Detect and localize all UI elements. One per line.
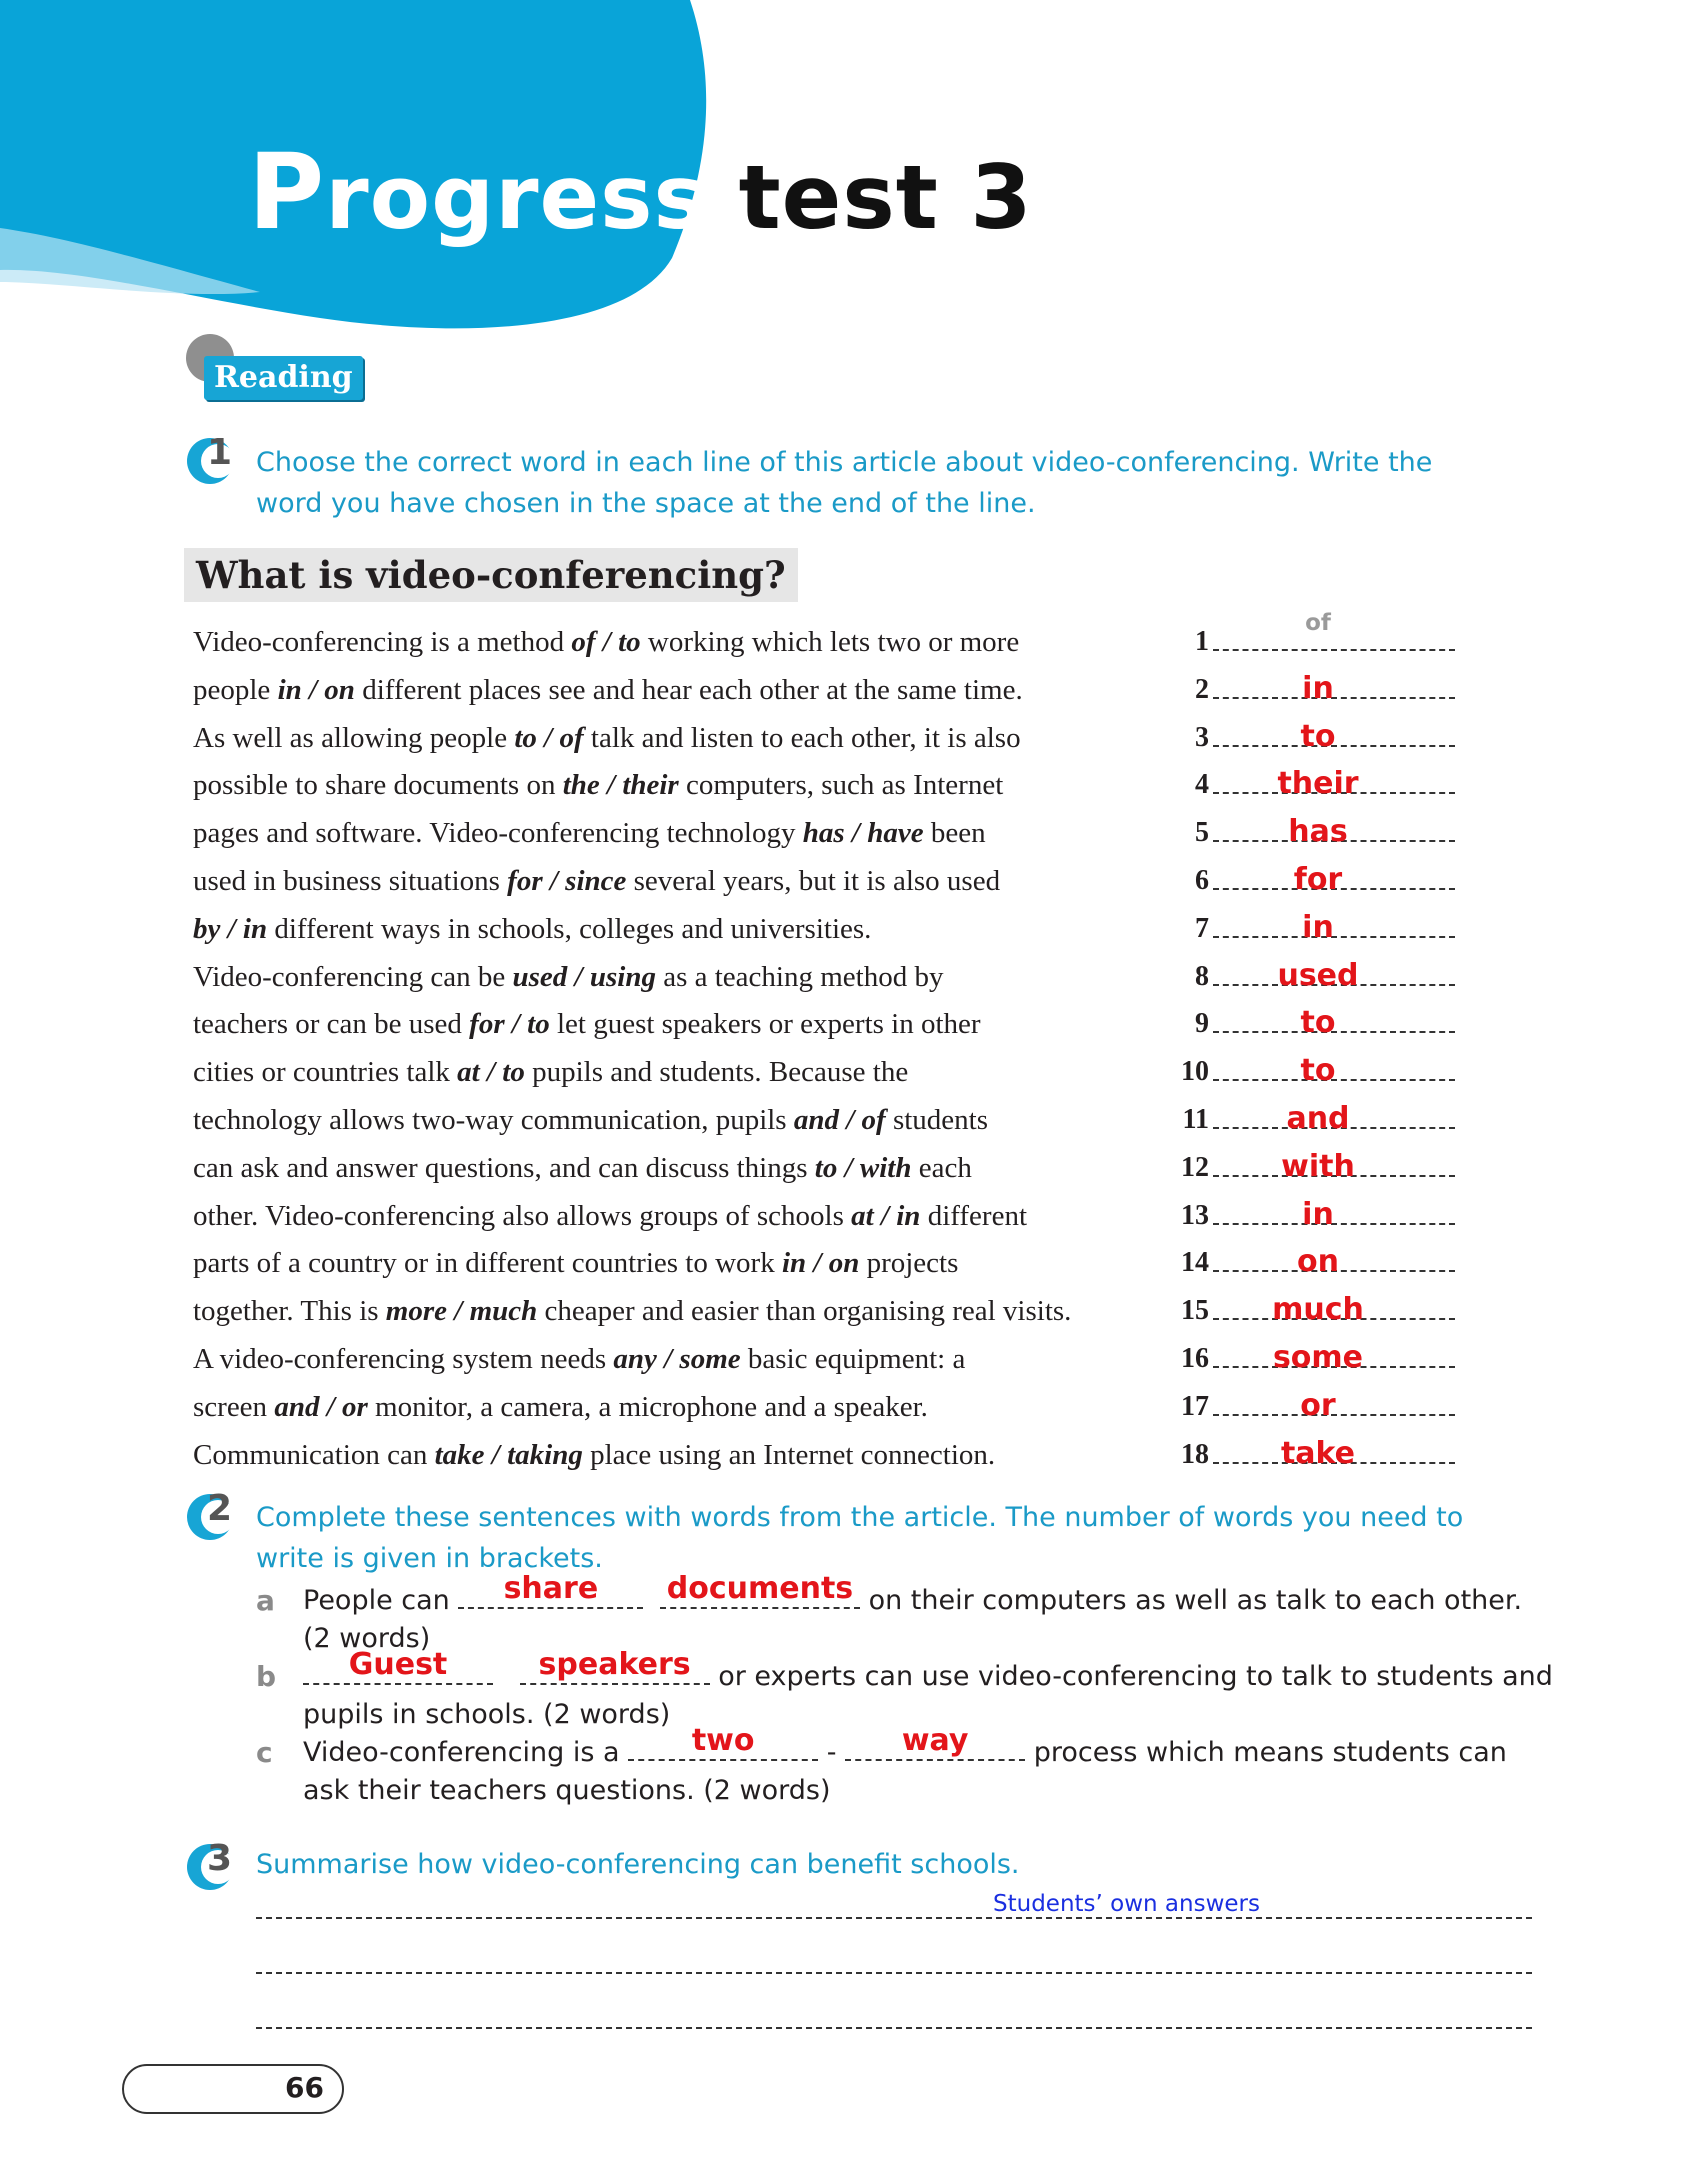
title-second-part: test 3 xyxy=(738,146,1033,249)
line-text-after: let guest speakers or experts in other xyxy=(549,1008,981,1041)
item-c-sentence xyxy=(303,1723,1507,1810)
article-line xyxy=(193,1287,1473,1335)
line-text-after: as a teaching method by xyxy=(655,960,944,993)
article-line xyxy=(193,809,1473,857)
line-number: 17 xyxy=(1181,1390,1209,1422)
line-number: 12 xyxy=(1181,1151,1209,1183)
page-title xyxy=(248,131,1033,253)
article-title: What is video-conferencing? xyxy=(184,548,798,602)
answer-text: for xyxy=(1293,861,1343,897)
exercise-1-number: 1 xyxy=(207,432,233,473)
item-a-blank-2[interactable] xyxy=(660,1571,860,1609)
line-text-after: cheaper and easier than organising real visits. xyxy=(537,1295,1072,1328)
line-text-after: place using an Internet connection. xyxy=(582,1438,996,1471)
article-line xyxy=(193,1000,1473,1048)
line-text-before: other. Video-conferencing also allows groups of schools xyxy=(193,1199,852,1232)
article-line xyxy=(193,761,1473,809)
item-c-start: Video-conferencing is a xyxy=(303,1737,620,1768)
line-text-before: used in business situations xyxy=(193,864,508,897)
line-number: 18 xyxy=(1181,1438,1209,1470)
item-a-blank-1[interactable] xyxy=(458,1571,643,1609)
line-text-after: been xyxy=(923,817,986,850)
article-line xyxy=(193,1096,1473,1144)
writing-line-3[interactable] xyxy=(256,2027,1532,2029)
word-choice[interactable]: in / on xyxy=(277,673,355,706)
word-choice[interactable]: for / since xyxy=(507,864,627,897)
item-a-end: on their computers as well as talk to each other. xyxy=(868,1585,1523,1616)
article-line-text xyxy=(193,761,1003,809)
item-a-sentence xyxy=(303,1571,1523,1658)
article-line xyxy=(193,857,1473,905)
line-text-after: monitor, a camera, a microphone and a speaker. xyxy=(367,1390,928,1423)
article-line-text xyxy=(193,618,1019,666)
exercise-1-instruction-line2: word you have chosen in the space at the end of the line. xyxy=(256,488,1036,519)
line-text-after: different places see and hear each other at the same time. xyxy=(354,673,1023,706)
item-c-letter: c xyxy=(256,1736,273,1769)
article-line-text xyxy=(193,1383,928,1431)
answer-text: in xyxy=(1302,1196,1334,1232)
line-text-after: students xyxy=(885,1103,988,1136)
line-text-after: pupils and students. Because the xyxy=(524,1056,909,1089)
exercise-3-instruction: Summarise how video-conferencing can benefit schools. xyxy=(256,1849,1020,1880)
item-c-separator: - xyxy=(826,1737,837,1768)
article-line xyxy=(193,1192,1473,1240)
exercise-1-instruction xyxy=(256,442,1432,524)
exercise-2-instruction-line1: Complete these sentences with words from the article. The number of words you need to xyxy=(256,1502,1464,1533)
article-line-text xyxy=(193,1000,981,1048)
article-line xyxy=(193,1239,1473,1287)
answer-text: take xyxy=(1280,1435,1356,1471)
word-choice[interactable]: take / taking xyxy=(434,1438,583,1471)
exercise-2-instruction xyxy=(256,1497,1463,1579)
line-text-before: Video-conferencing is a method xyxy=(193,626,572,658)
item-c-line2: ask their teachers questions. (2 words) xyxy=(303,1775,831,1806)
exercise-3-answer: Students’ own answers xyxy=(993,1891,1260,1917)
exercise-3-number: 3 xyxy=(207,1838,233,1879)
word-choice[interactable]: more / much xyxy=(385,1295,538,1328)
exercise-2-marker xyxy=(187,1488,233,1540)
line-number: 10 xyxy=(1181,1056,1209,1088)
line-text-after: working which lets two or more xyxy=(640,626,1020,658)
word-choice[interactable]: of / to xyxy=(571,626,641,658)
line-text-before: A video-conferencing system needs xyxy=(193,1342,614,1375)
line-text-before: screen xyxy=(193,1390,275,1423)
item-b-line2: pupils in schools. (2 words) xyxy=(303,1699,671,1730)
item-c-answer-1: two xyxy=(691,1723,755,1758)
item-b-blank-2[interactable] xyxy=(520,1647,710,1685)
line-text-before: pages and software. Video-conferencing technology xyxy=(193,817,803,850)
line-number: 14 xyxy=(1181,1247,1209,1279)
line-text-before: cities or countries talk xyxy=(193,1056,458,1089)
line-text-after: several years, but it is also used xyxy=(626,864,1001,897)
line-text-after: different ways in schools, colleges and universities. xyxy=(267,912,872,945)
exercise-1-marker xyxy=(187,432,233,484)
line-text-before: together. This is xyxy=(193,1295,386,1328)
line-number: 11 xyxy=(1182,1103,1209,1135)
word-choice[interactable]: and / of xyxy=(793,1103,886,1136)
word-choice[interactable]: for / to xyxy=(469,1008,550,1041)
item-a-start: People can xyxy=(303,1585,450,1616)
article-line xyxy=(193,953,1473,1001)
section-badge xyxy=(186,334,376,408)
article-line xyxy=(193,610,1473,666)
article-line-text xyxy=(193,809,986,857)
line-number: 9 xyxy=(1195,1008,1209,1040)
article-line-text xyxy=(193,1048,908,1096)
article-line xyxy=(193,1335,1473,1383)
article-line-text xyxy=(193,1144,972,1192)
word-choice[interactable]: at / in xyxy=(851,1199,921,1232)
answer-text: some xyxy=(1272,1339,1364,1375)
article-line xyxy=(193,905,1473,953)
answer-text: on xyxy=(1297,1244,1339,1280)
line-text-before: As well as allowing people xyxy=(193,721,515,754)
answer-text: with xyxy=(1281,1148,1355,1184)
item-a-answer-1: share xyxy=(503,1571,599,1606)
article-lines xyxy=(193,610,1473,1478)
line-text-before: possible to share documents on xyxy=(193,769,563,802)
article-line xyxy=(193,1144,1473,1192)
item-a-answer-2: documents xyxy=(666,1571,854,1606)
article-line-text xyxy=(193,1096,988,1144)
line-number: 2 xyxy=(1195,673,1209,705)
line-number: 3 xyxy=(1195,721,1209,753)
writing-line-2[interactable] xyxy=(256,1972,1532,1974)
line-text-after: talk and listen to each other, it is also xyxy=(583,721,1021,754)
word-choice[interactable]: any / some xyxy=(613,1342,741,1375)
item-b-letter: b xyxy=(256,1660,277,1693)
exercise-3-marker xyxy=(187,1838,233,1890)
article-line-text xyxy=(193,1192,1027,1240)
line-text-after: computers, such as Internet xyxy=(678,769,1004,802)
item-b-blank-1[interactable] xyxy=(303,1647,493,1685)
word-choice[interactable]: at / to xyxy=(457,1056,525,1089)
article-line xyxy=(193,1048,1473,1096)
article-line-text xyxy=(193,857,1000,905)
answer-text: much xyxy=(1272,1292,1364,1328)
exercise-2-number: 2 xyxy=(207,1488,233,1529)
item-b-end: or experts can use video-conferencing to talk to students and xyxy=(718,1661,1553,1692)
word-choice[interactable]: in / on xyxy=(781,1247,860,1280)
answer-text: and xyxy=(1286,1100,1350,1136)
line-number: 1 xyxy=(1195,626,1209,657)
answer-text: their xyxy=(1277,766,1359,802)
article-line xyxy=(193,1431,1473,1479)
line-text-before: Communication can xyxy=(193,1438,435,1471)
answer-text: in xyxy=(1302,670,1334,706)
line-number: 7 xyxy=(1195,912,1209,944)
exercise-2-instruction-line2: write is given in brackets. xyxy=(256,1543,603,1574)
line-text-after: different xyxy=(920,1199,1028,1232)
line-text-after: basic equipment: a xyxy=(740,1342,966,1375)
article-line-text xyxy=(193,1335,965,1383)
item-b-answer-1: Guest xyxy=(348,1647,448,1682)
item-c-blank-1[interactable] xyxy=(628,1723,818,1761)
article-line-text xyxy=(193,953,943,1001)
line-number: 15 xyxy=(1181,1295,1209,1327)
line-text-before: Video-conferencing can be xyxy=(193,960,513,993)
item-c-end: process which means students can xyxy=(1033,1737,1507,1768)
item-c-answer-2: way xyxy=(901,1723,969,1758)
answer-text: in xyxy=(1302,909,1334,945)
word-choice[interactable]: and / or xyxy=(274,1390,368,1423)
line-text-before: teachers or can be used xyxy=(193,1008,470,1041)
answer-text: has xyxy=(1288,814,1348,850)
answer-text: or xyxy=(1300,1387,1336,1423)
article-line-text xyxy=(193,1239,958,1287)
article-line-text xyxy=(193,1431,995,1479)
line-number: 5 xyxy=(1195,817,1209,849)
line-number: 16 xyxy=(1181,1342,1209,1374)
item-a-letter: a xyxy=(256,1584,275,1617)
word-choice[interactable]: has / have xyxy=(802,817,924,850)
line-text-before: people xyxy=(193,673,278,706)
answer-text: to xyxy=(1300,1053,1336,1089)
title-first-word-rest: rogress xyxy=(325,146,707,249)
item-b-answer-2: speakers xyxy=(538,1647,691,1682)
writing-line-1[interactable] xyxy=(256,1917,1532,1919)
word-choice[interactable]: to / with xyxy=(814,1151,912,1184)
line-text-after: each xyxy=(911,1151,972,1184)
article-line xyxy=(193,714,1473,762)
line-text-after: projects xyxy=(859,1247,959,1280)
item-c-blank-2[interactable] xyxy=(845,1723,1025,1761)
answer-text: used xyxy=(1277,957,1359,993)
word-choice[interactable]: by / in xyxy=(193,912,268,945)
article-line-text xyxy=(193,666,1023,714)
line-number: 13 xyxy=(1181,1199,1209,1231)
answer-blank[interactable] xyxy=(1213,649,1455,651)
exercise-1-instruction-line1: Choose the correct word in each line of this article about video-conferencing. Write the xyxy=(256,447,1433,478)
word-choice[interactable]: to / of xyxy=(514,721,584,754)
line-number: 8 xyxy=(1195,960,1209,992)
section-label: Reading xyxy=(204,356,363,400)
line-text-before: parts of a country or in different countries to work xyxy=(193,1247,782,1280)
article-line-text xyxy=(193,1287,1071,1335)
line-text-before: technology allows two-way communication, pupils xyxy=(193,1103,794,1136)
article-line-text xyxy=(193,714,1021,762)
item-a-line2: (2 words) xyxy=(303,1623,431,1654)
article-line xyxy=(193,666,1473,714)
word-choice[interactable]: used / using xyxy=(512,960,656,993)
answer-text: to xyxy=(1300,1005,1336,1041)
word-choice[interactable]: the / their xyxy=(562,769,679,802)
title-first-letter: P xyxy=(248,131,326,253)
article-line xyxy=(193,1383,1473,1431)
line-number: 6 xyxy=(1195,864,1209,896)
line-number: 4 xyxy=(1195,769,1209,801)
page-number: 66 xyxy=(285,2071,324,2104)
line-text-before: can ask and answer questions, and can discuss things xyxy=(193,1151,815,1184)
answer-text: to xyxy=(1300,718,1336,754)
answer-text: of xyxy=(1305,610,1331,636)
article-line-text xyxy=(193,905,871,953)
